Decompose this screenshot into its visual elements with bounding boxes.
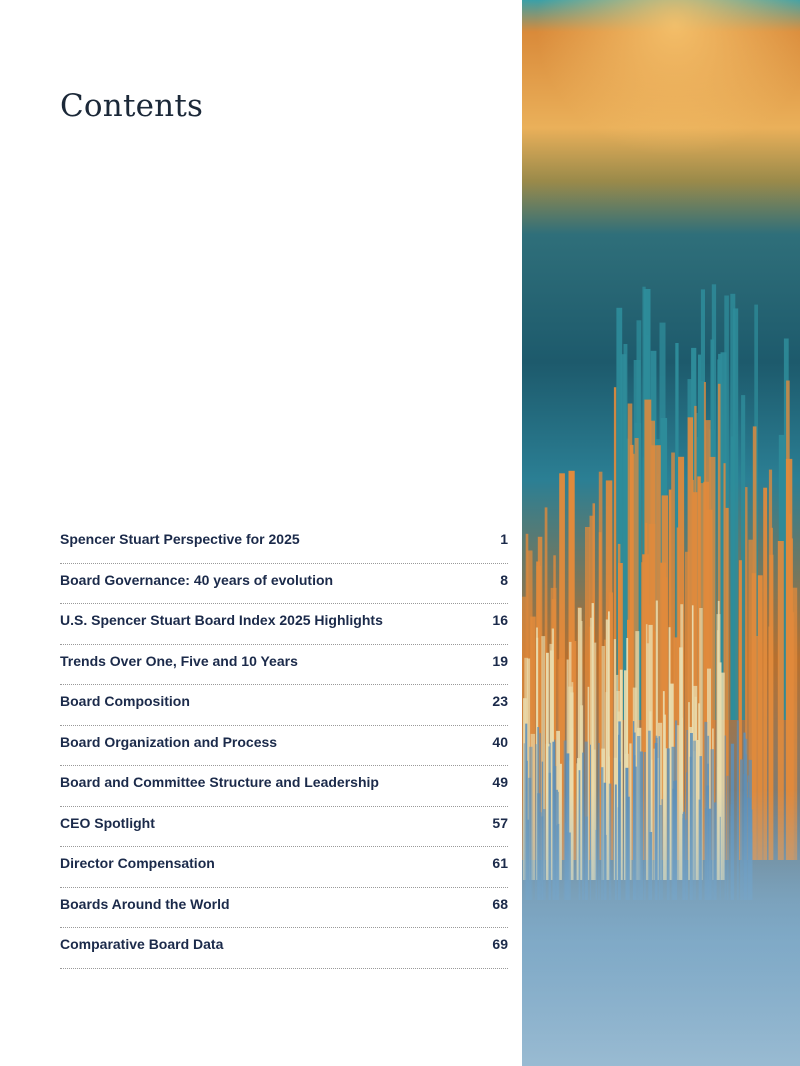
toc-item-page-number: 57 [492, 814, 508, 831]
toc-item-page-number: 61 [492, 855, 508, 871]
toc-item[interactable] [60, 888, 508, 929]
toc-item[interactable] [60, 645, 508, 686]
toc-item-page-number: 1 [500, 531, 508, 547]
toc-item-label: U.S. Spencer Stuart Board Index 2025 Highlights [60, 612, 383, 628]
abstract-data-bars-image [522, 0, 800, 1066]
toc-item[interactable] [60, 807, 508, 848]
toc-item[interactable] [60, 685, 508, 726]
toc-item-label: CEO Spotlight [60, 814, 155, 831]
page-title: Contents [60, 88, 204, 124]
toc-item-label: Boards Around the World [60, 895, 230, 912]
toc-item-label: Board Governance: 40 years of evolution [60, 571, 334, 588]
abstract-image-canvas [522, 0, 800, 1066]
toc-item[interactable] [60, 766, 508, 807]
toc-item-label: Spencer Stuart Perspective for 2025 [60, 531, 300, 547]
toc-item-label: Board Organization and Process [60, 733, 278, 750]
toc-item-label: Board and Committee Structure and Leadership [60, 774, 379, 790]
table-of-contents [60, 523, 508, 969]
image-fog [522, 790, 800, 1066]
toc-item-page-number: 40 [492, 733, 508, 750]
toc-item-label: Comparative Board Data [60, 936, 224, 952]
toc-item[interactable] [60, 847, 508, 888]
toc-item-page-number: 68 [492, 895, 508, 912]
bar-strand [786, 381, 790, 861]
toc-item-label: Director Compensation [60, 855, 215, 871]
toc-item-page-number: 23 [492, 693, 508, 709]
toc-item-label: Board Composition [60, 693, 190, 709]
toc-item[interactable] [60, 523, 508, 564]
toc-item-page-number: 16 [492, 612, 508, 628]
toc-item[interactable] [60, 928, 508, 969]
toc-item-label: Trends Over One, Five and 10 Years [60, 652, 298, 669]
toc-item[interactable] [60, 726, 508, 767]
toc-item-page-number: 49 [492, 774, 508, 790]
bar-strand [731, 437, 735, 721]
toc-item[interactable] [60, 604, 508, 645]
toc-item-page-number: 19 [492, 652, 508, 669]
image-glow [522, 0, 800, 260]
toc-item[interactable] [60, 564, 508, 605]
toc-item-page-number: 8 [500, 571, 508, 588]
toc-item-page-number: 69 [492, 936, 508, 952]
